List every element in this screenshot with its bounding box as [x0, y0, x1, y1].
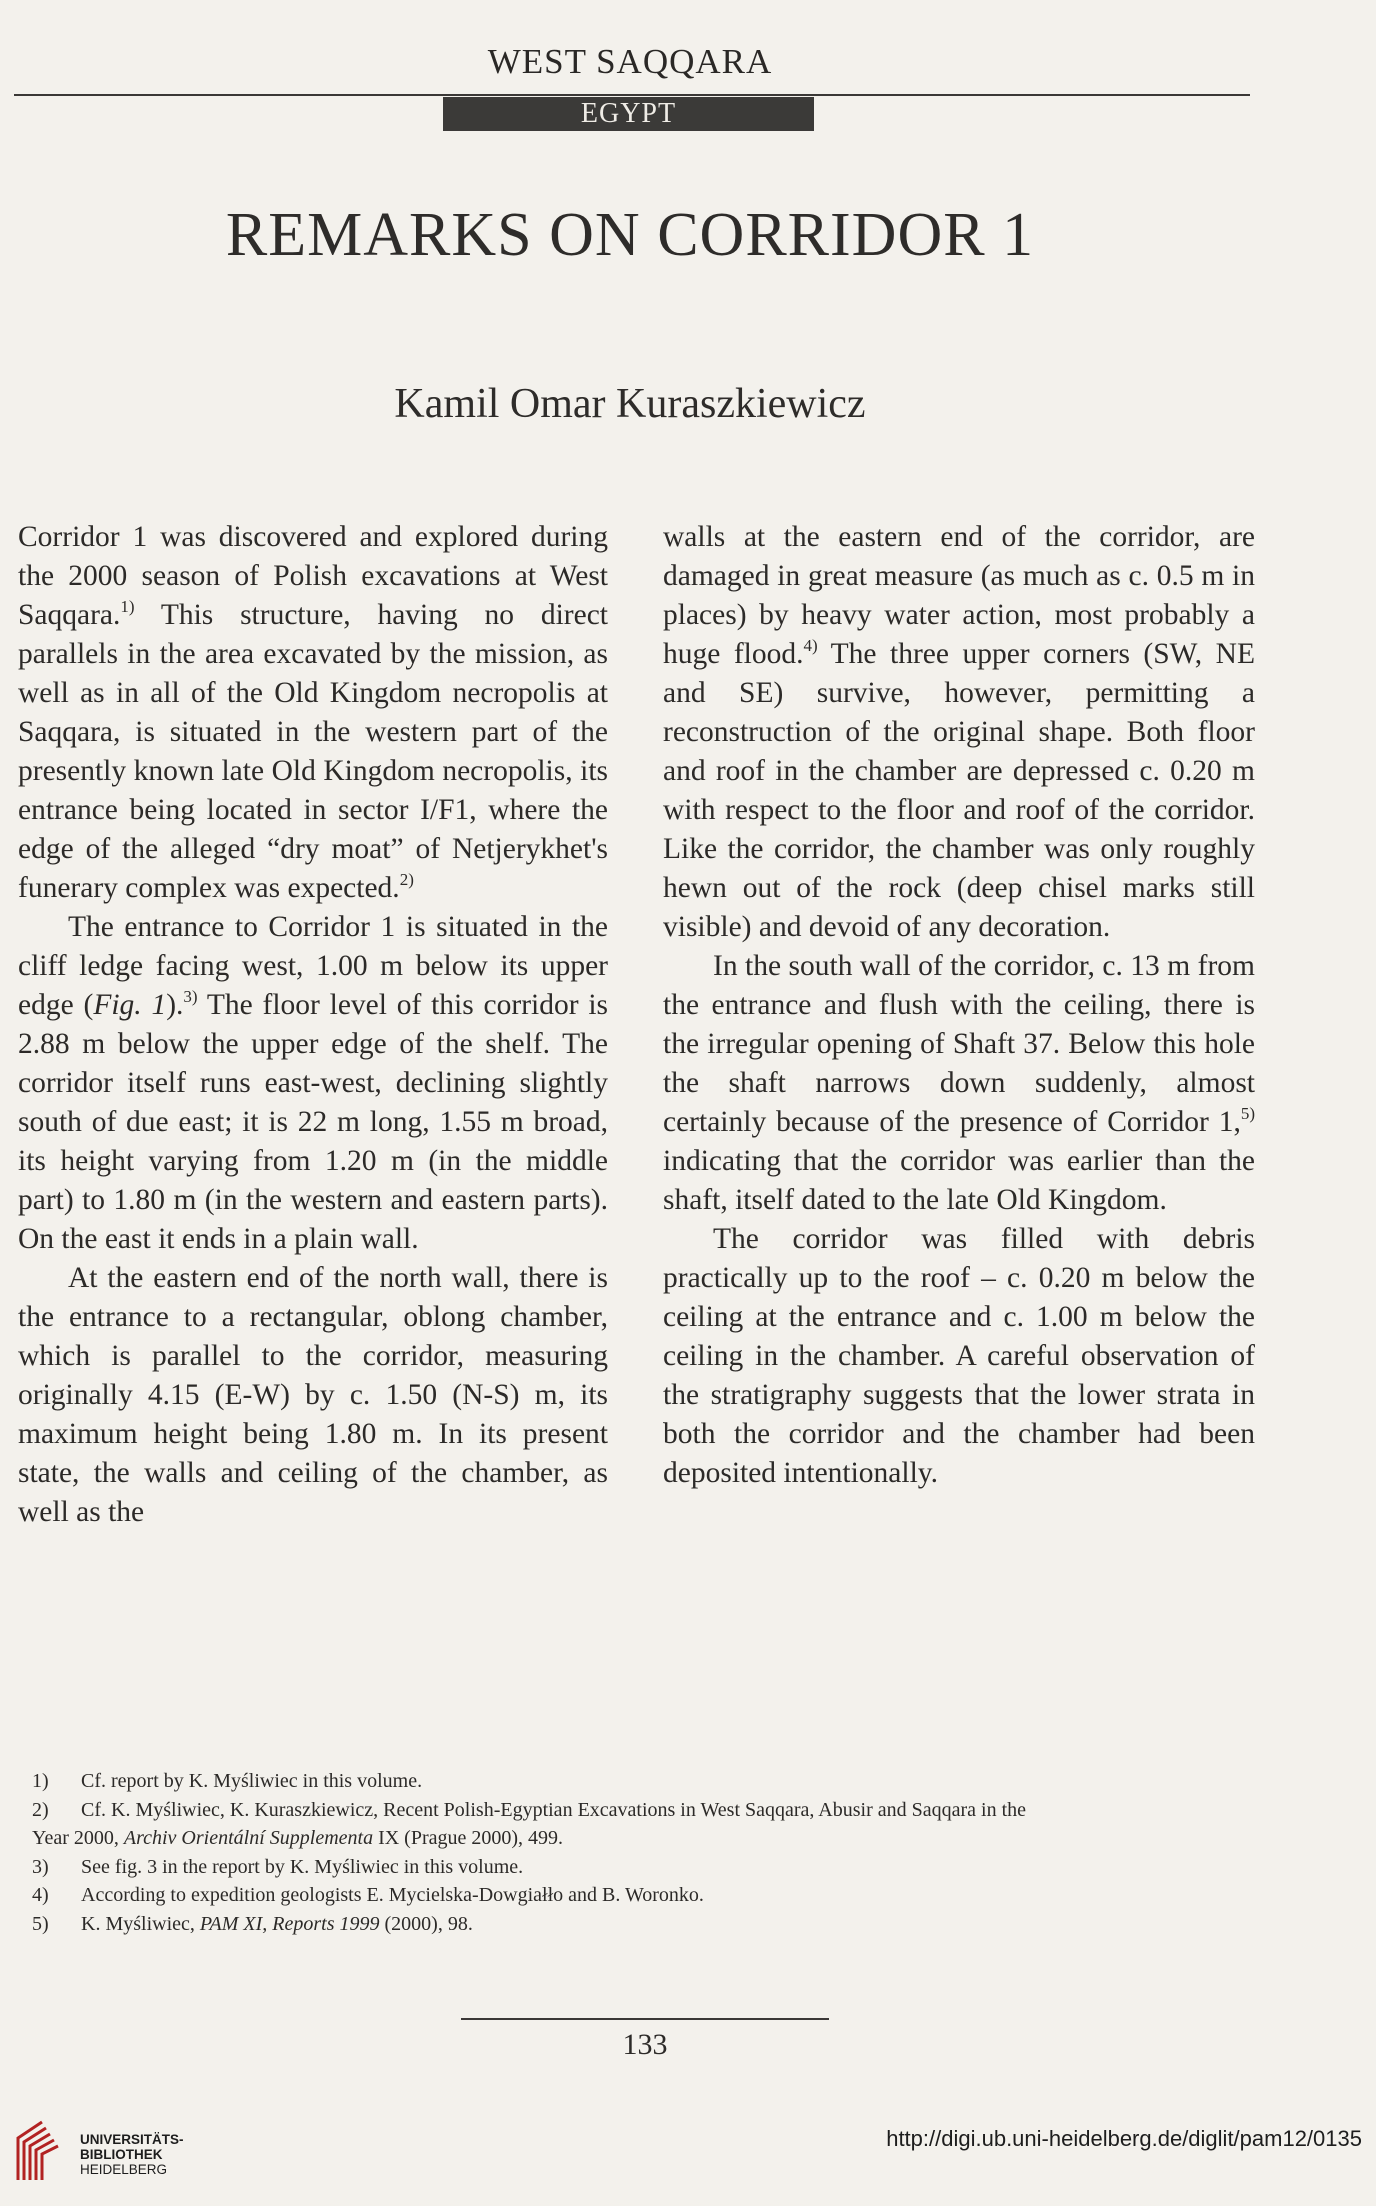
header-rule: [14, 94, 1250, 96]
text-run: The corridor was filled with debris practically up to the roof – c. 0.20 m below the ceiling at the entrance and c. 1.00 m below the ceiling in the chamber. A careful observation of the stratigraphy suggests that the lower strata in both the corridor and the chamber had been deposited intentionally.: [663, 1223, 1255, 1489]
text-run: At the eastern end of the north wall, there is the entrance to a rectangular, oblong chamber, which is parallel to the corridor, measuring originally 4.15 (E-W) by c. 1.50 (N-S) m, its maximum height being 1.80 m. In its present state, the walls and ceiling of the chamber, as well as the: [18, 1262, 608, 1528]
footnote-text: Cf. K. Myśliwiec, K. Kuraszkiewicz, Recent Polish-Egyptian Excavations in West Saqqara, Abusir and Saqqara in the: [81, 1798, 1027, 1821]
footnote-text: According to expedition geologists E. Mycielska-Dowgiałło and B. Woronko.: [81, 1884, 704, 1906]
footnote-number: 1): [32, 1770, 49, 1792]
footnote-text: [81, 1910, 1262, 1939]
journal-title: PAM XI, Reports 1999: [199, 1912, 380, 1935]
footnote-number: 5): [32, 1912, 49, 1935]
footnote-text: Cf. report by K. Myśliwiec in this volume.: [81, 1770, 423, 1792]
section-bar: EGYPT: [443, 97, 814, 131]
author-name: Kamil Omar Kuraszkiewicz: [394, 381, 866, 427]
text-run: The three upper corners (SW, NE and SE) survive, however, permitting a reconstruction of the original shape. Both floor and roof in the chamber are depressed c. 0.20 m with respect to the floor and roof of the corridor. Like the corridor, the chamber was only roughly hewn out of the rock (deep chisel marks still visible) and devoid of any decoration.: [663, 638, 1255, 943]
footnote: [32, 1910, 1262, 1939]
paragraph: [663, 518, 1255, 947]
footnote-ref: 3): [183, 987, 198, 1006]
library-name-line: BIBLIOTHEK: [80, 2147, 163, 2162]
text-run: The floor level of this corridor is 2.88 m below the upper edge of the shelf. The corridor itself runs east-west, declining slightly south of due east; it is 22 m long, 1.55 m broad, its height varying from 1.20 m (in the middle part) to 1.80 m (in the western and eastern parts). On the east it ends in a plain wall.: [18, 989, 609, 1255]
library-name-line: UNIVERSITÄTS-: [80, 2132, 184, 2147]
paragraph: [18, 1259, 608, 1532]
article-title: REMARKS ON CORRIDOR 1: [225, 201, 1035, 269]
text-column-left: [18, 518, 608, 1532]
paragraph: [18, 908, 608, 1259]
footnote-continuation: [32, 1824, 1262, 1853]
footnote-ref: 5): [1240, 1104, 1255, 1123]
library-name: [80, 2132, 184, 2177]
running-head: WEST SAQQARA: [487, 42, 773, 81]
footnote-ref: 4): [803, 636, 818, 655]
text-run: This structure, having no direct parallels in the area excavated by the mission, as well as in all of the Old Kingdom necropolis at Saqqara, is situated in the western part of the presently known late Old Kingdom necropolis, its entrance being located in sector I/F1, where the edge of the alleged “dry moat” of Netjerykhet's funerary complex was expected.: [18, 599, 608, 904]
footnote-number: 4): [32, 1884, 49, 1906]
paragraph: [663, 947, 1255, 1220]
text-run: (2000), 98.: [379, 1912, 473, 1935]
footnote: [32, 1796, 1262, 1825]
text-run: Year 2000,: [32, 1827, 124, 1849]
source-url-link[interactable]: http://digi.ub.uni-heidelberg.de/diglit/pam12/0135: [886, 2126, 1362, 2151]
library-name-line: HEIDELBERG: [80, 2162, 168, 2177]
text-column-right: [663, 518, 1255, 1493]
journal-title: Archiv Orientální Supplementa: [123, 1827, 374, 1849]
library-logo[interactable]: [12, 2118, 184, 2182]
figure-reference: Fig. 1: [93, 989, 167, 1021]
footnote-number: 3): [32, 1855, 49, 1878]
footnote: [32, 1853, 1262, 1882]
text-run: In the south wall of the corridor, c. 13 m from the entrance and flush with the ceiling, there is the irregular opening of Shaft 37. Below this hole the shaft narrows down suddenly, almost certainly because of the presence of Corridor 1,: [663, 950, 1255, 1138]
text-run: indicating that the corridor was earlier than the shaft, itself dated to the late Old Kingdom.: [663, 1145, 1255, 1216]
footnote-ref: 2): [399, 870, 414, 889]
library-emblem-icon: [12, 2118, 70, 2182]
text-run: The entrance to Corridor 1 is situated in the cliff ledge facing west, 1.00 m below its upper edge (: [18, 911, 608, 1021]
footnote-number: 2): [32, 1798, 49, 1821]
footnote: [32, 1767, 1262, 1796]
footnote-ref: 1): [120, 597, 135, 616]
footnote-text: See fig. 3 in the report by K. Myśliwiec in this volume.: [81, 1855, 524, 1878]
footnote: [32, 1881, 1262, 1910]
paragraph: [663, 1220, 1255, 1493]
paragraph: [18, 518, 608, 908]
text-run: K. Myśliwiec,: [81, 1912, 200, 1935]
footnotes: [32, 1767, 1262, 1938]
page-number: 133: [622, 2028, 668, 2061]
text-run: walls at the eastern end of the corridor, are damaged in great measure (as much as c. 0.5 m in places) by heavy water action, most probably a huge flood.: [663, 521, 1255, 670]
text-run: IX (Prague 2000), 499.: [373, 1827, 564, 1849]
text-run: ).: [166, 989, 184, 1021]
text-run: Corridor 1 was discovered and explored during the 2000 season of Polish excavations at West Saqqara.: [18, 521, 608, 631]
footer-rule: [461, 2018, 829, 2020]
